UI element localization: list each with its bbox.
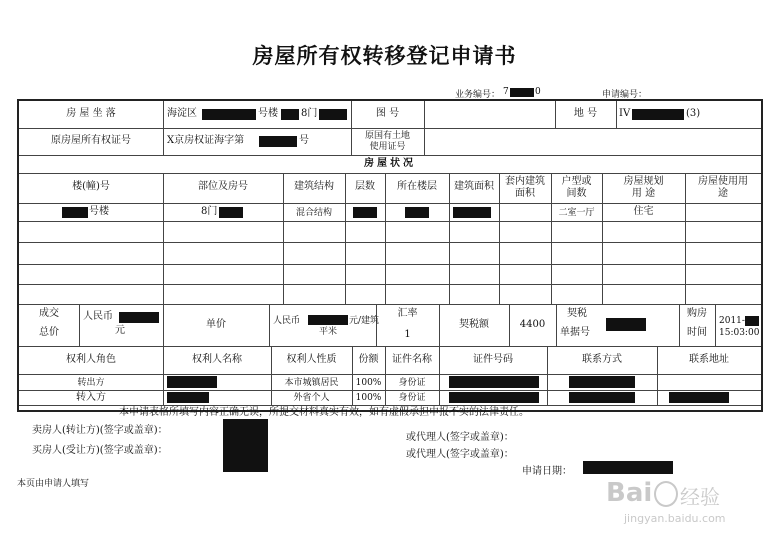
tax-label: 契税额 <box>459 319 489 330</box>
location-part-2: 号楼 <box>258 108 278 119</box>
redaction <box>510 88 534 97</box>
redaction <box>62 207 88 218</box>
redaction <box>569 376 635 388</box>
col-layout-2: 间数 <box>566 188 587 199</box>
col-layout-1: 户型或 <box>561 176 592 187</box>
redaction <box>119 312 159 323</box>
unit-price-label: 单价 <box>206 319 226 330</box>
apply-no-label: 申请编号： <box>602 90 648 100</box>
party-role: 转出方 <box>77 378 105 388</box>
buy-time-clock: 15:03:00 <box>719 328 760 338</box>
total-price-label-1: 成交 <box>39 308 59 319</box>
col-area: 建筑面积 <box>454 181 494 192</box>
declaration: 本申请表格所填写内容正确无误，所提交材料真实有效，如有虚假承担申报不实的法律责任。 <box>119 407 529 418</box>
col-building: 楼(幢)号 <box>72 181 110 192</box>
orig-cert-suffix: 号 <box>299 135 309 146</box>
col-structure: 建筑结构 <box>294 181 334 192</box>
col-plan-use-1: 房屋规划 <box>623 176 664 187</box>
party-role: 转入方 <box>76 392 106 403</box>
land-no-suffix: (3) <box>686 108 701 119</box>
location-label: 房 屋 坐 落 <box>66 108 116 119</box>
redaction <box>632 109 684 120</box>
business-no-label: 业务编号： <box>455 90 501 100</box>
orig-cert-label: 原房屋所有权证号 <box>51 135 131 146</box>
redaction <box>167 392 209 403</box>
agent-signature-label-1: 或代理人(签字或盖章)： <box>406 432 514 443</box>
rate-value: 1 <box>404 329 411 340</box>
col-floors: 层数 <box>355 181 375 192</box>
watermark-brand-2: 经验 <box>680 485 720 509</box>
deed-label-2: 单据号 <box>560 327 590 338</box>
col-inner-area-1: 套内建筑 <box>505 176 545 187</box>
unit-suffix-2: 平米 <box>319 327 338 337</box>
col-actual-use-2: 途 <box>718 188 728 199</box>
party-nature: 本市城镇居民 <box>284 378 339 388</box>
col-plan-use-2: 用 途 <box>631 188 656 199</box>
party-share: 100% <box>355 393 382 403</box>
total-currency: 人民币 <box>83 311 113 322</box>
party-id-type: 身份证 <box>398 393 426 403</box>
business-no-prefix: 7 <box>503 87 509 97</box>
col-share: 份额 <box>358 354 379 365</box>
col-contact: 联系方式 <box>582 354 622 365</box>
buy-time-label-2: 时间 <box>687 327 707 338</box>
footnote: 本页由申请人填写 <box>17 479 90 489</box>
redaction <box>223 419 268 472</box>
plan-use-value: 住宅 <box>633 206 654 217</box>
buyer-signature-label: 买房人(受让方)(签字或盖章)： <box>32 445 168 456</box>
total-price-label-2: 总价 <box>39 327 59 338</box>
application-form <box>17 99 763 418</box>
unit-value: 8门 <box>201 206 218 217</box>
tax-value: 4400 <box>519 319 546 330</box>
layout-value: 二室一厅 <box>558 208 595 218</box>
unit-suffix: 元/建筑 <box>349 316 380 326</box>
seller-signature-label: 卖房人(转让方)(签字或盖章)： <box>32 425 168 436</box>
buy-time-label-1: 购房 <box>687 308 707 319</box>
redaction <box>319 109 347 120</box>
buy-time-date: 2011- <box>719 316 745 326</box>
watermark-brand: Bai <box>606 478 653 508</box>
deed-label-1: 契税 <box>567 308 587 319</box>
col-actual-use-1: 房屋使用用 <box>698 176 748 187</box>
col-inner-area-2: 面积 <box>515 188 535 199</box>
party-id-type: 身份证 <box>398 378 426 388</box>
party-nature: 外省个人 <box>293 393 330 403</box>
redaction <box>308 315 348 325</box>
col-id-type: 证件名称 <box>392 354 432 365</box>
drawing-no-label: 图 号 <box>375 108 400 119</box>
redaction <box>583 461 673 474</box>
structure-value: 混合结构 <box>295 208 332 218</box>
redaction <box>405 207 429 218</box>
party-share: 100% <box>355 378 382 388</box>
form-title: 房屋所有权转移登记申请书 <box>252 43 517 68</box>
house-status-title: 房屋状况 <box>364 158 416 169</box>
land-no-label: 地 号 <box>573 108 598 119</box>
redaction <box>202 109 256 120</box>
col-floor: 所在楼层 <box>397 181 437 192</box>
redaction <box>745 316 759 326</box>
business-no-suffix: 0 <box>535 87 541 97</box>
redaction <box>606 318 646 331</box>
redaction <box>167 376 217 388</box>
redaction <box>569 392 635 403</box>
redaction <box>449 376 539 388</box>
redaction <box>353 207 377 218</box>
land-cert-label-1: 原国有土地 <box>364 131 410 141</box>
location-part-3: 8门 <box>301 108 318 119</box>
col-name: 权利人名称 <box>192 354 242 365</box>
watermark-url: jingyan.baidu.com <box>624 512 726 525</box>
rate-label: 汇率 <box>397 308 418 319</box>
land-cert-label-2: 使用证号 <box>369 142 406 152</box>
col-address: 联系地址 <box>689 354 729 365</box>
location-part-1: 海淀区 <box>167 108 197 119</box>
land-no-prefix: IV <box>619 108 631 119</box>
paw-icon <box>654 481 678 507</box>
col-unit: 部位及房号 <box>198 181 248 192</box>
redaction <box>219 207 243 218</box>
col-role: 权利人角色 <box>66 354 116 365</box>
redaction <box>453 207 491 218</box>
redaction <box>281 109 299 120</box>
total-yuan: 元 <box>115 325 125 336</box>
col-id-no: 证件号码 <box>473 354 513 365</box>
redaction <box>669 392 729 403</box>
redaction <box>449 392 539 403</box>
redaction <box>259 136 297 147</box>
agent-signature-label-2: 或代理人(签字或盖章)： <box>406 449 514 460</box>
apply-date-label: 申请日期： <box>522 466 572 477</box>
orig-cert-prefix: X京房权证海字第 <box>167 135 245 146</box>
building-value: 号楼 <box>89 206 109 217</box>
col-nature: 权利人性质 <box>286 354 337 365</box>
unit-currency: 人民币 <box>273 316 301 326</box>
